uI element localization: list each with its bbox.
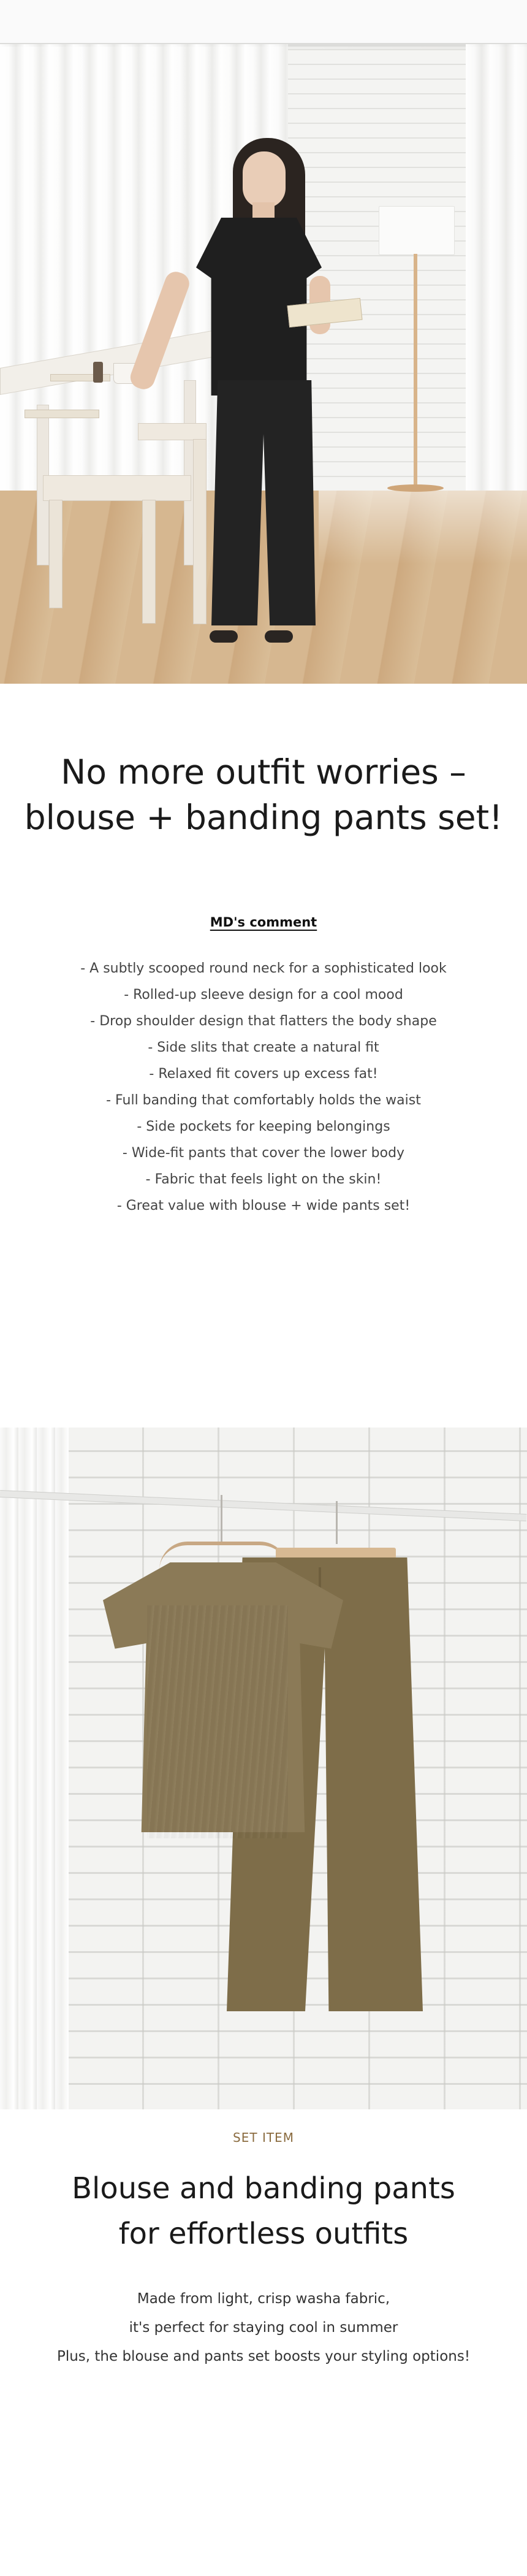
chair-leg (142, 500, 156, 624)
set-item-title (0, 2166, 527, 2257)
set-item-description (0, 2285, 527, 2371)
description-line: Plus, the blouse and pants set boosts your styling options! (56, 2349, 471, 2364)
photo-ceiling (0, 0, 527, 45)
list-item: - Side slits that create a natural fit (148, 1040, 379, 1055)
photo-curtain-right (466, 44, 527, 498)
set-item-label: SET ITEM (233, 2130, 294, 2145)
table-book (25, 410, 99, 418)
headline (0, 749, 527, 840)
photo-floor-light (319, 491, 527, 564)
photo-curtain (0, 1428, 69, 2109)
hanger-hook (336, 1501, 338, 1544)
list-item: - Drop shoulder design that flatters the body shape (90, 1014, 437, 1029)
set-item-title-line: for effortless outfits (118, 2217, 409, 2251)
table-bottle (93, 362, 103, 383)
list-item: - Great value with blouse + wide pants set! (116, 1198, 411, 1213)
blouse-texture (147, 1605, 288, 1838)
md-comment-title: MD's comment (210, 915, 317, 930)
chair-back (138, 423, 207, 440)
list-item: - Relaxed fit covers up excess fat! (149, 1066, 378, 1082)
product-photo-hanging-set (0, 1428, 527, 2109)
model-shoe (265, 630, 293, 643)
headline-line: No more outfit worries – (61, 752, 466, 792)
list-item: - Rolled-up sleeve design for a cool mood (124, 987, 403, 1003)
model-face (243, 151, 286, 208)
headline-line: blouse + banding pants set! (24, 798, 503, 837)
floor-lamp-shade (379, 206, 455, 255)
md-comment-list (0, 955, 527, 1219)
floor-lamp-base (387, 484, 444, 492)
hanger-hook (221, 1495, 222, 1544)
chair-leg (193, 439, 207, 624)
model-shoe (210, 630, 238, 643)
description-line: Made from light, crisp washa fabric, (137, 2291, 390, 2307)
list-item: - Fabric that feels light on the skin! (145, 1172, 382, 1187)
product-photo-model (0, 0, 527, 684)
pants-hanger (276, 1548, 396, 1559)
list-item: - Wide-fit pants that cover the lower body (122, 1145, 405, 1161)
chair-seat (43, 475, 191, 501)
floor-lamp-pole (414, 254, 417, 487)
list-item: - A subtly scooped round neck for a sophisticated look (80, 961, 447, 976)
list-item: - Side pockets for keeping belongings (137, 1119, 390, 1134)
description-line: it's perfect for staying cool in summer (129, 2320, 398, 2336)
chair-leg (49, 500, 63, 608)
list-item: - Full banding that comfortably holds the waist (106, 1093, 421, 1108)
set-item-title-line: Blouse and banding pants (72, 2171, 455, 2206)
